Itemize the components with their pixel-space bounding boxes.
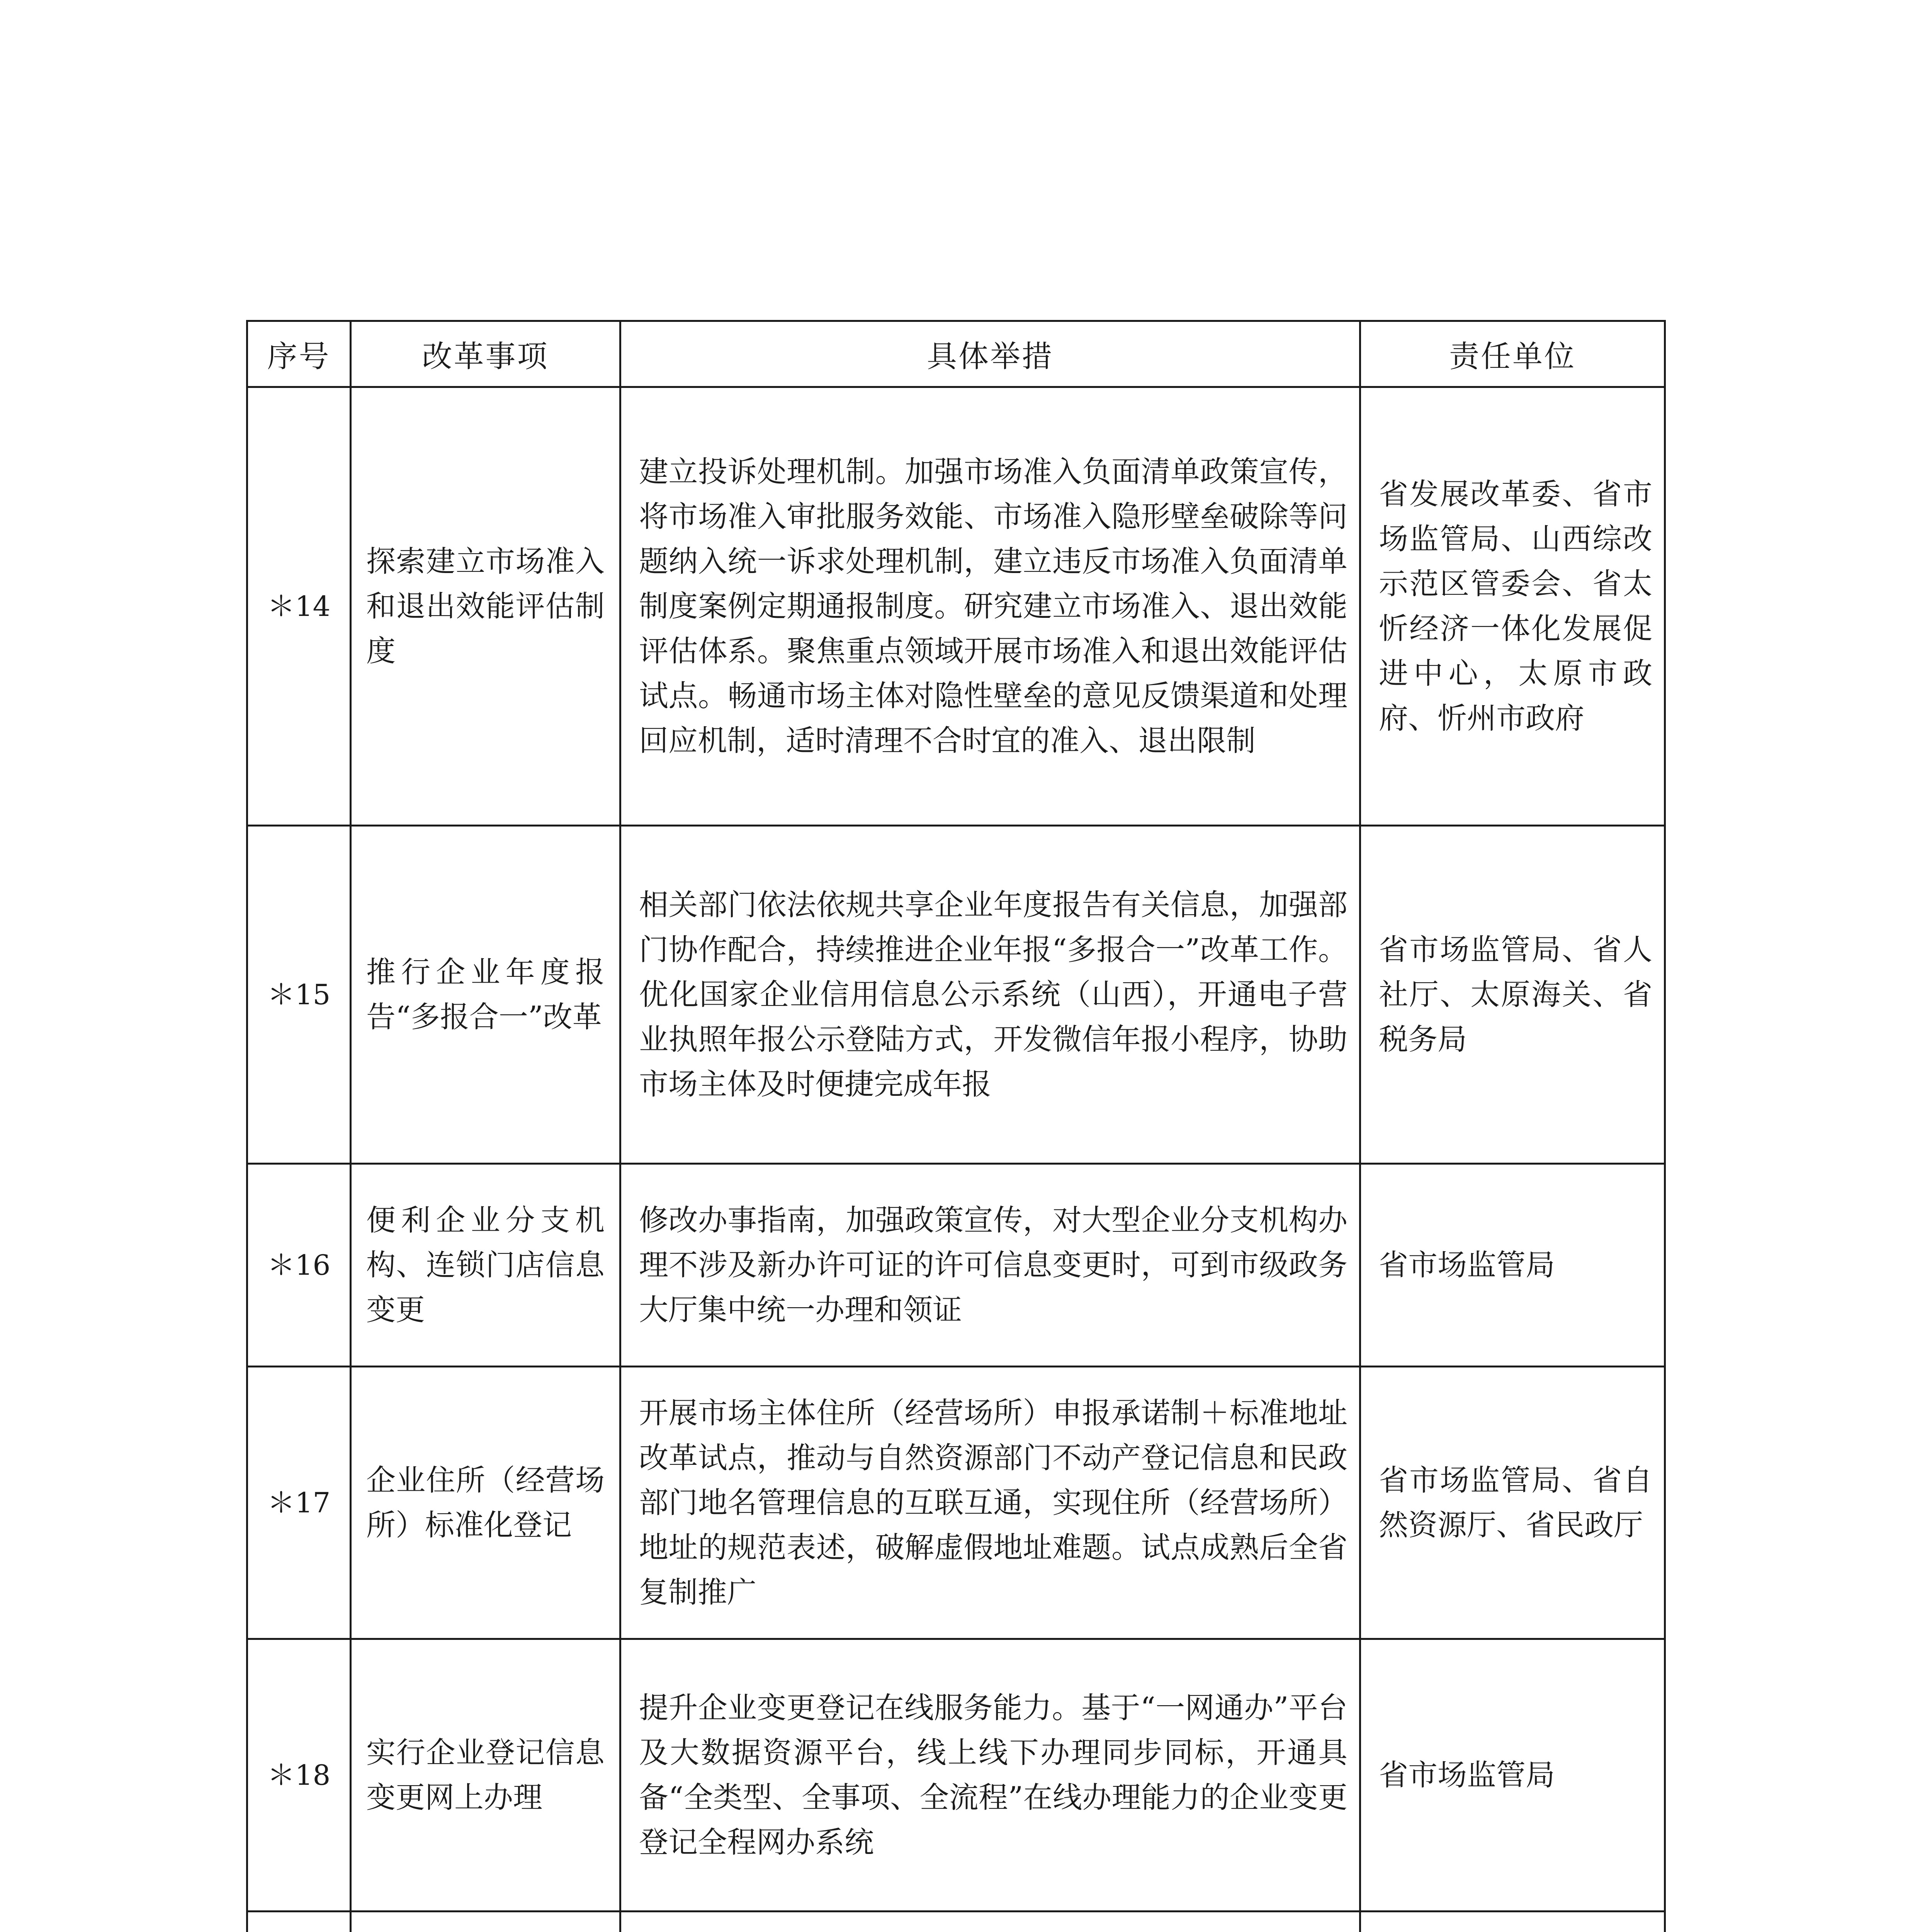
row-measures: 开展市场主体住所（经营场所）申报承诺制＋标准地址改革试点，推动与自然资源部门不动产登记信息和民政部门地名管理信息的互联互通，实现住所（经营场所）地址的规范表述，破解虚假地址难题。试点成熟后全省复制推广 <box>620 1367 1360 1639</box>
row-responsible-unit: 省市场监管局、省人社厅、太原海关、省税务局 <box>1360 826 1665 1164</box>
row-reform-item: 探索建立市场准入和退出效能评估制度 <box>351 387 620 826</box>
row-responsible-unit: 省市场监管局、省自然资源厅、省民政厅 <box>1360 1367 1665 1639</box>
row-seq: ＊16 <box>247 1164 351 1367</box>
row-measures: 建立投诉处理机制。加强市场准入负面清单政策宣传，将市场准入审批服务效能、市场准入隐形壁垒破除等问题纳入统一诉求处理机制，建立违反市场准入负面清单制度案例定期通报制度。研究建立市场准入、退出效能评估体系。聚焦重点领域开展市场准入和退出效能评估试点。畅通市场主体对隐性壁垒的意见反馈渠道和处理回应机制，适时清理不合时宜的准入、退出限制 <box>620 387 1360 826</box>
row-responsible-unit: 省发展改革委、省市场监管局、山西综改示范区管委会、省太忻经济一体化发展促进中心，太原市政府、忻州市政府 <box>1360 387 1665 826</box>
row-seq: ＊17 <box>247 1367 351 1639</box>
reform-table <box>246 320 1666 1932</box>
table-row <box>247 387 1665 826</box>
row-reform-item: 推行企业年度报告“多报合一”改革 <box>351 826 620 1164</box>
row-seq: ＊18 <box>247 1639 351 1912</box>
header-responsible-unit: 责任单位 <box>1360 321 1665 387</box>
header-reform-item: 改革事项 <box>351 321 620 387</box>
table-header-row <box>247 321 1665 387</box>
row-seq: ＊15 <box>247 826 351 1164</box>
row-responsible-unit <box>1360 1912 1665 1932</box>
row-reform-item: 便利企业分支机构、连锁门店信息变更 <box>351 1164 620 1367</box>
table-row <box>247 1367 1665 1639</box>
row-seq: ＊14 <box>247 387 351 826</box>
row-measures <box>620 1912 1360 1932</box>
row-measures: 修改办事指南，加强政策宣传，对大型企业分支机构办理不涉及新办许可证的许可信息变更时，可到市级政务大厅集中统一办理和领证 <box>620 1164 1360 1367</box>
row-responsible-unit: 省市场监管局 <box>1360 1164 1665 1367</box>
table-row <box>247 826 1665 1164</box>
row-responsible-unit: 省市场监管局 <box>1360 1639 1665 1912</box>
table-row <box>247 1164 1665 1367</box>
table-row <box>247 1639 1665 1912</box>
table-row <box>247 1912 1665 1932</box>
header-seq: 序号 <box>247 321 351 387</box>
row-measures: 相关部门依法依规共享企业年度报告有关信息，加强部门协作配合，持续推进企业年报“多报合一”改革工作。优化国家企业信用信息公示系统（山西），开通电子营业执照年报公示登陆方式，开发微信年报小程序，协助市场主体及时便捷完成年报 <box>620 826 1360 1164</box>
row-reform-item <box>351 1912 620 1932</box>
row-reform-item: 实行企业登记信息变更网上办理 <box>351 1639 620 1912</box>
header-measures: 具体举措 <box>620 321 1360 387</box>
row-measures: 提升企业变更登记在线服务能力。基于“一网通办”平台及大数据资源平台，线上线下办理同步同标，开通具备“全类型、全事项、全流程”在线办理能力的企业变更登记全程网办系统 <box>620 1639 1360 1912</box>
row-seq <box>247 1912 351 1932</box>
row-reform-item: 企业住所（经营场所）标准化登记 <box>351 1367 620 1639</box>
